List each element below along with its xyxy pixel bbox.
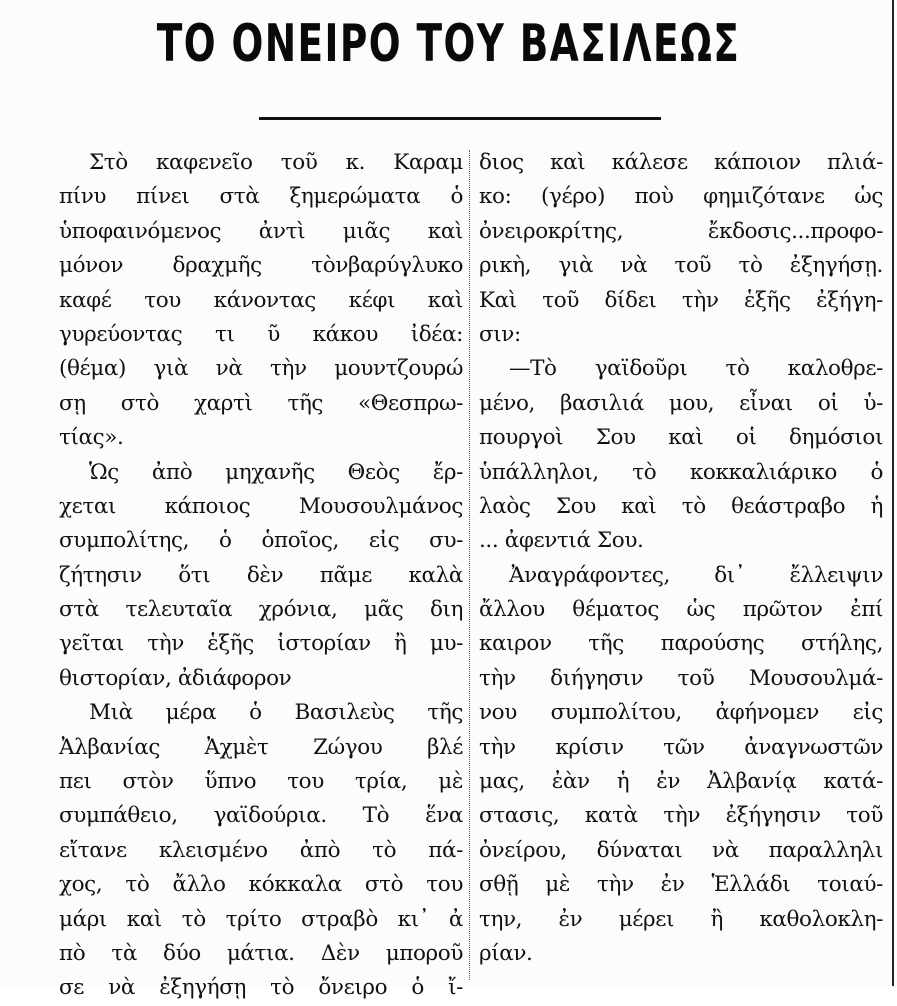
text-line: ὀνειροκρίτης, ἔκδοσις...προφο-: [479, 218, 883, 244]
text-line: σιν:: [479, 321, 521, 347]
headline-underline: [259, 117, 661, 120]
text-line: την, ἐν μέρει ἢ καθολοκλη-: [479, 906, 883, 932]
text-line: συμπολίτης, ὁ ὁποῖος, εἰς συ-: [59, 528, 463, 554]
text-line: καιρον τῆς παρούσης στήλης,: [479, 631, 883, 657]
text-line: νου συμπολίτου, ἀφήνομεν εἰς: [479, 700, 883, 726]
text-line: ὑποφαινόμενος ἀντὶ μιᾶς καὶ: [59, 218, 463, 244]
text-line: μένο, βασιλιά μου, εἶναι οἱ ὑ-: [479, 390, 883, 416]
text-line: πίνυ πίνει στὰ ξημερώματα ὁ: [59, 184, 463, 210]
text-line: σε νὰ ἐξηγήσῃ τὸ ὄνειρο ὁ ἴ-: [59, 975, 463, 1001]
text-line: πουργοὶ Σου καὶ οἱ δημόσιοι: [479, 425, 883, 451]
text-line: γεῖται τὴν ἑξῆς ἱστορίαν ἢ μυ-: [59, 631, 463, 657]
text-line: γυρεύοντας τι ῦ κάκου ἰδέα:: [59, 321, 463, 347]
page-edge-rule: [892, 0, 894, 986]
text-line: κο: (γέρο) ποὺ φημιζότανε ὡς: [479, 184, 883, 210]
text-line: Καὶ τοῦ δίδει τὴν ἑξῆς ἐξήγη-: [479, 287, 883, 313]
text-line: ἄλλου θέματος ὡς πρῶτον ἐπί: [479, 597, 883, 623]
text-line: διος καὶ κάλεσε κάποιον πλιά-: [479, 150, 883, 175]
text-line: χος, τὸ ἄλλο κόκκαλα στὸ του: [59, 872, 463, 898]
text-line: σῃ στὸ χαρτὶ τῆς «Θεσπρω-: [59, 390, 463, 416]
text-line: (θέμα) γιὰ νὰ τὴν μουντζουρώ: [59, 356, 463, 382]
text-line: ὑπάλληλοι, τὸ κοκκαλιάρικο ὁ: [479, 459, 883, 485]
text-line: ... ἀφεντιά Σου.: [479, 528, 644, 554]
text-line: ρικὴ, γιὰ νὰ τοῦ τὸ ἐξηγήσῃ.: [479, 253, 883, 279]
article-headline: ΤΟ ΟΝΕΙΡΟ ΤΟΥ ΒΑΣΙΛΕΩΣ: [156, 14, 741, 74]
text-line: τὴν κρίσιν τῶν ἀναγνωστῶν: [479, 734, 883, 760]
text-line: εἴτανε κλεισμένο ἀπὸ τὸ πά-: [59, 837, 463, 863]
text-line: Ὡς ἀπὸ μηχανῆς Θεὸς ἔρ-: [89, 459, 463, 485]
text-line: πὸ τὰ δύο μάτια. Δὲν μποροῦ: [59, 940, 463, 966]
text-line: Ἀναγράφοντες, δι᾽ ἔλλειψιν: [509, 562, 883, 588]
right-column: [479, 146, 883, 971]
text-line: λαὸς Σου καὶ τὸ θεάστραβο ἡ: [479, 493, 883, 519]
text-line: στὰ τελευταῖα χρόνια, μᾶς διη: [59, 597, 463, 623]
left-column: [59, 146, 463, 1006]
text-line: πει στὸν ὕπνο του τρία, μὲ: [59, 769, 463, 795]
text-line: στασις, κατὰ τὴν ἐξήγησιν τοῦ: [479, 803, 883, 829]
text-line: σθῇ μὲ τὴν ἐν Ἑλλάδι τοιαύ-: [479, 872, 883, 898]
text-line: χεται κάποιος Μουσουλμάνος: [59, 493, 463, 519]
column-divider: [469, 150, 471, 980]
text-line: ρίαν.: [479, 940, 533, 966]
text-line: —Τὸ γαϊδοῦρι τὸ καλοθρε-: [509, 356, 883, 382]
text-line: μας, ἐὰν ἡ ἐν Ἀλβανίᾳ κατά-: [479, 769, 883, 795]
text-line: τίας».: [59, 425, 124, 451]
text-line: ζήτησιν ὅτι δὲν πᾶμε καλὰ: [59, 562, 463, 588]
text-line: Μιὰ μέρα ὁ Βασιλεὺς τῆς: [89, 700, 463, 726]
text-line: Στὸ καφενεῖο τοῦ κ. Καραμ: [89, 150, 463, 175]
text-line: μάρι καὶ τὸ τρίτο στραβὸ κι᾽ ἀ: [59, 906, 463, 932]
text-line: Ἀλβανίας Ἀχμὲτ Ζώγου βλέ: [59, 734, 463, 760]
text-line: τὴν διήγησιν τοῦ Μουσουλμά-: [479, 665, 883, 691]
text-line: θιστορίαν, ἀδιάφορον: [59, 665, 292, 691]
text-line: συμπάθειο, γαϊδούρια. Τὸ ἕνα: [59, 803, 463, 829]
text-line: μόνον δραχμῆς τὸνβαρύγλυκο: [59, 253, 463, 279]
text-line: ὀνείρου, δύναται νὰ παραλληλι: [479, 837, 883, 863]
text-line: καφέ του κάνοντας κέφι καὶ: [59, 287, 463, 313]
